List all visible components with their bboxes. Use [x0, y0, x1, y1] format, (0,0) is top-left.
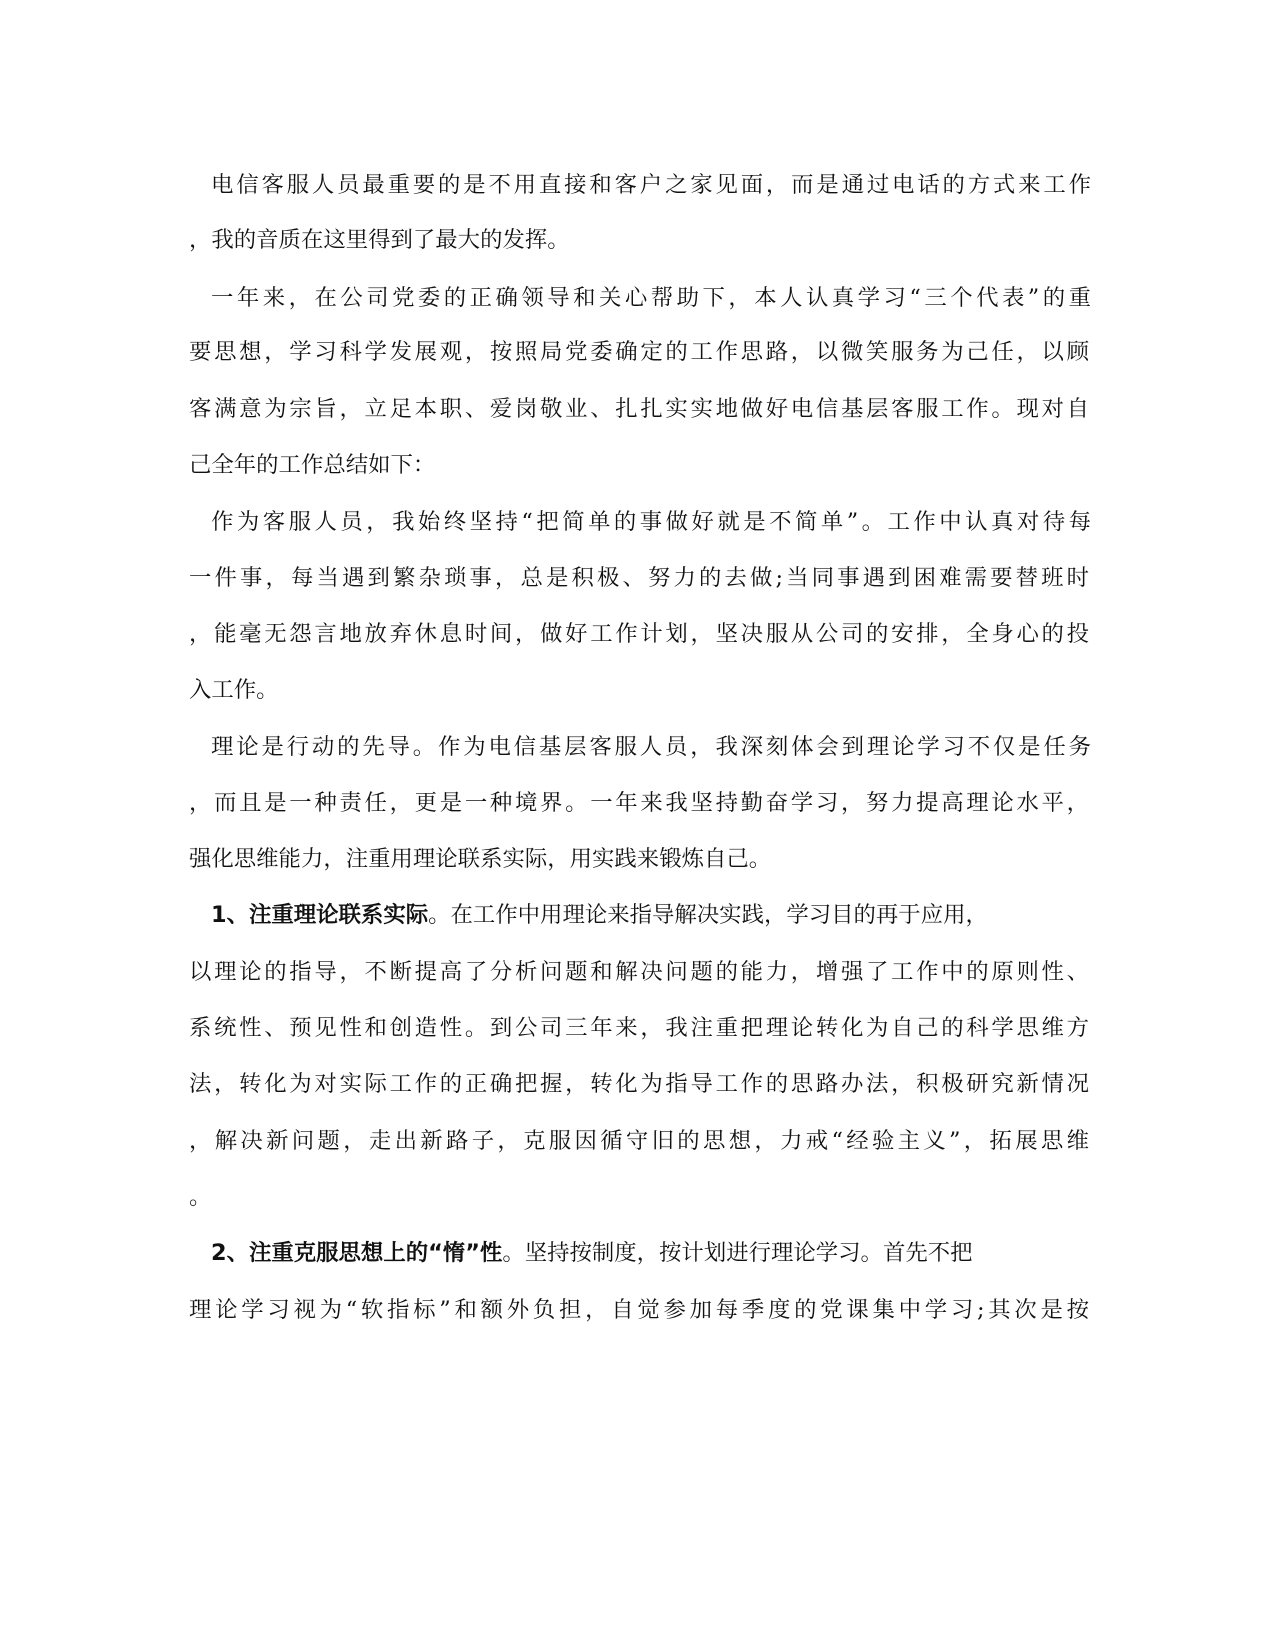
text-line: 。	[189, 1184, 212, 1210]
text-line: 一件事，每当遇到繁杂琐事，总是积极、努力的去做;当同事遇到困难需要替班时	[189, 565, 1089, 591]
text-line: ，而且是一种责任，更是一种境界。一年来我坚持勤奋学习，努力提高理论水平，	[189, 790, 1089, 816]
numbered-paragraph-line	[211, 1233, 1091, 1273]
text-line: 一年来，在公司党委的正确领导和关心帮助下，本人认真学习“三个代表”的重	[211, 285, 1091, 311]
section-heading: 2、注重克服思想上的“惰”性	[211, 1240, 503, 1266]
numbered-paragraph-line	[211, 895, 1091, 935]
text-line: ，我的音质在这里得到了最大的发挥。	[189, 227, 570, 253]
text-line: 入工作。	[189, 677, 279, 703]
text-line: 系统性、预见性和创造性。到公司三年来，我注重把理论转化为自己的科学思维方	[189, 1015, 1089, 1041]
text-line: 作为客服人员，我始终坚持“把简单的事做好就是不简单”。工作中认真对待每	[211, 509, 1091, 535]
text-line: 以理论的指导，不断提高了分析问题和解决问题的能力，增强了工作中的原则性、	[189, 959, 1089, 985]
text-run: 。在工作中用理论来指导解决实践，学习目的再于应用，	[428, 902, 988, 928]
text-line: ，能毫无怨言地放弃休息时间，做好工作计划，坚决服从公司的安排，全身心的投	[189, 621, 1089, 647]
text-line: 客满意为宗旨，立足本职、爱岗敬业、扎扎实实地做好电信基层客服工作。现对自	[189, 396, 1089, 422]
text-line: 理论学习视为“软指标”和额外负担，自觉参加每季度的党课集中学习;其次是按	[189, 1297, 1089, 1323]
text-line: 己全年的工作总结如下：	[189, 452, 436, 478]
text-line: 要思想，学习科学发展观，按照局党委确定的工作思路，以微笑服务为己任，以顾	[189, 339, 1089, 365]
text-line: 法，转化为对实际工作的正确把握，转化为指导工作的思路办法，积极研究新情况	[189, 1071, 1089, 1097]
section-heading: 1、注重理论联系实际	[211, 902, 429, 928]
text-line: 理论是行动的先导。作为电信基层客服人员，我深刻体会到理论学习不仅是任务	[211, 734, 1091, 760]
text-run: 。坚持按制度，按计划进行理论学习。首先不把	[502, 1240, 973, 1266]
text-line: 电信客服人员最重要的是不用直接和客户之家见面，而是通过电话的方式来工作	[211, 172, 1091, 198]
text-line: 强化思维能力，注重用理论联系实际，用实践来锻炼自己。	[189, 846, 772, 872]
text-line: ，解决新问题，走出新路子，克服因循守旧的思想，力戒“经验主义”，拓展思维	[189, 1128, 1089, 1154]
